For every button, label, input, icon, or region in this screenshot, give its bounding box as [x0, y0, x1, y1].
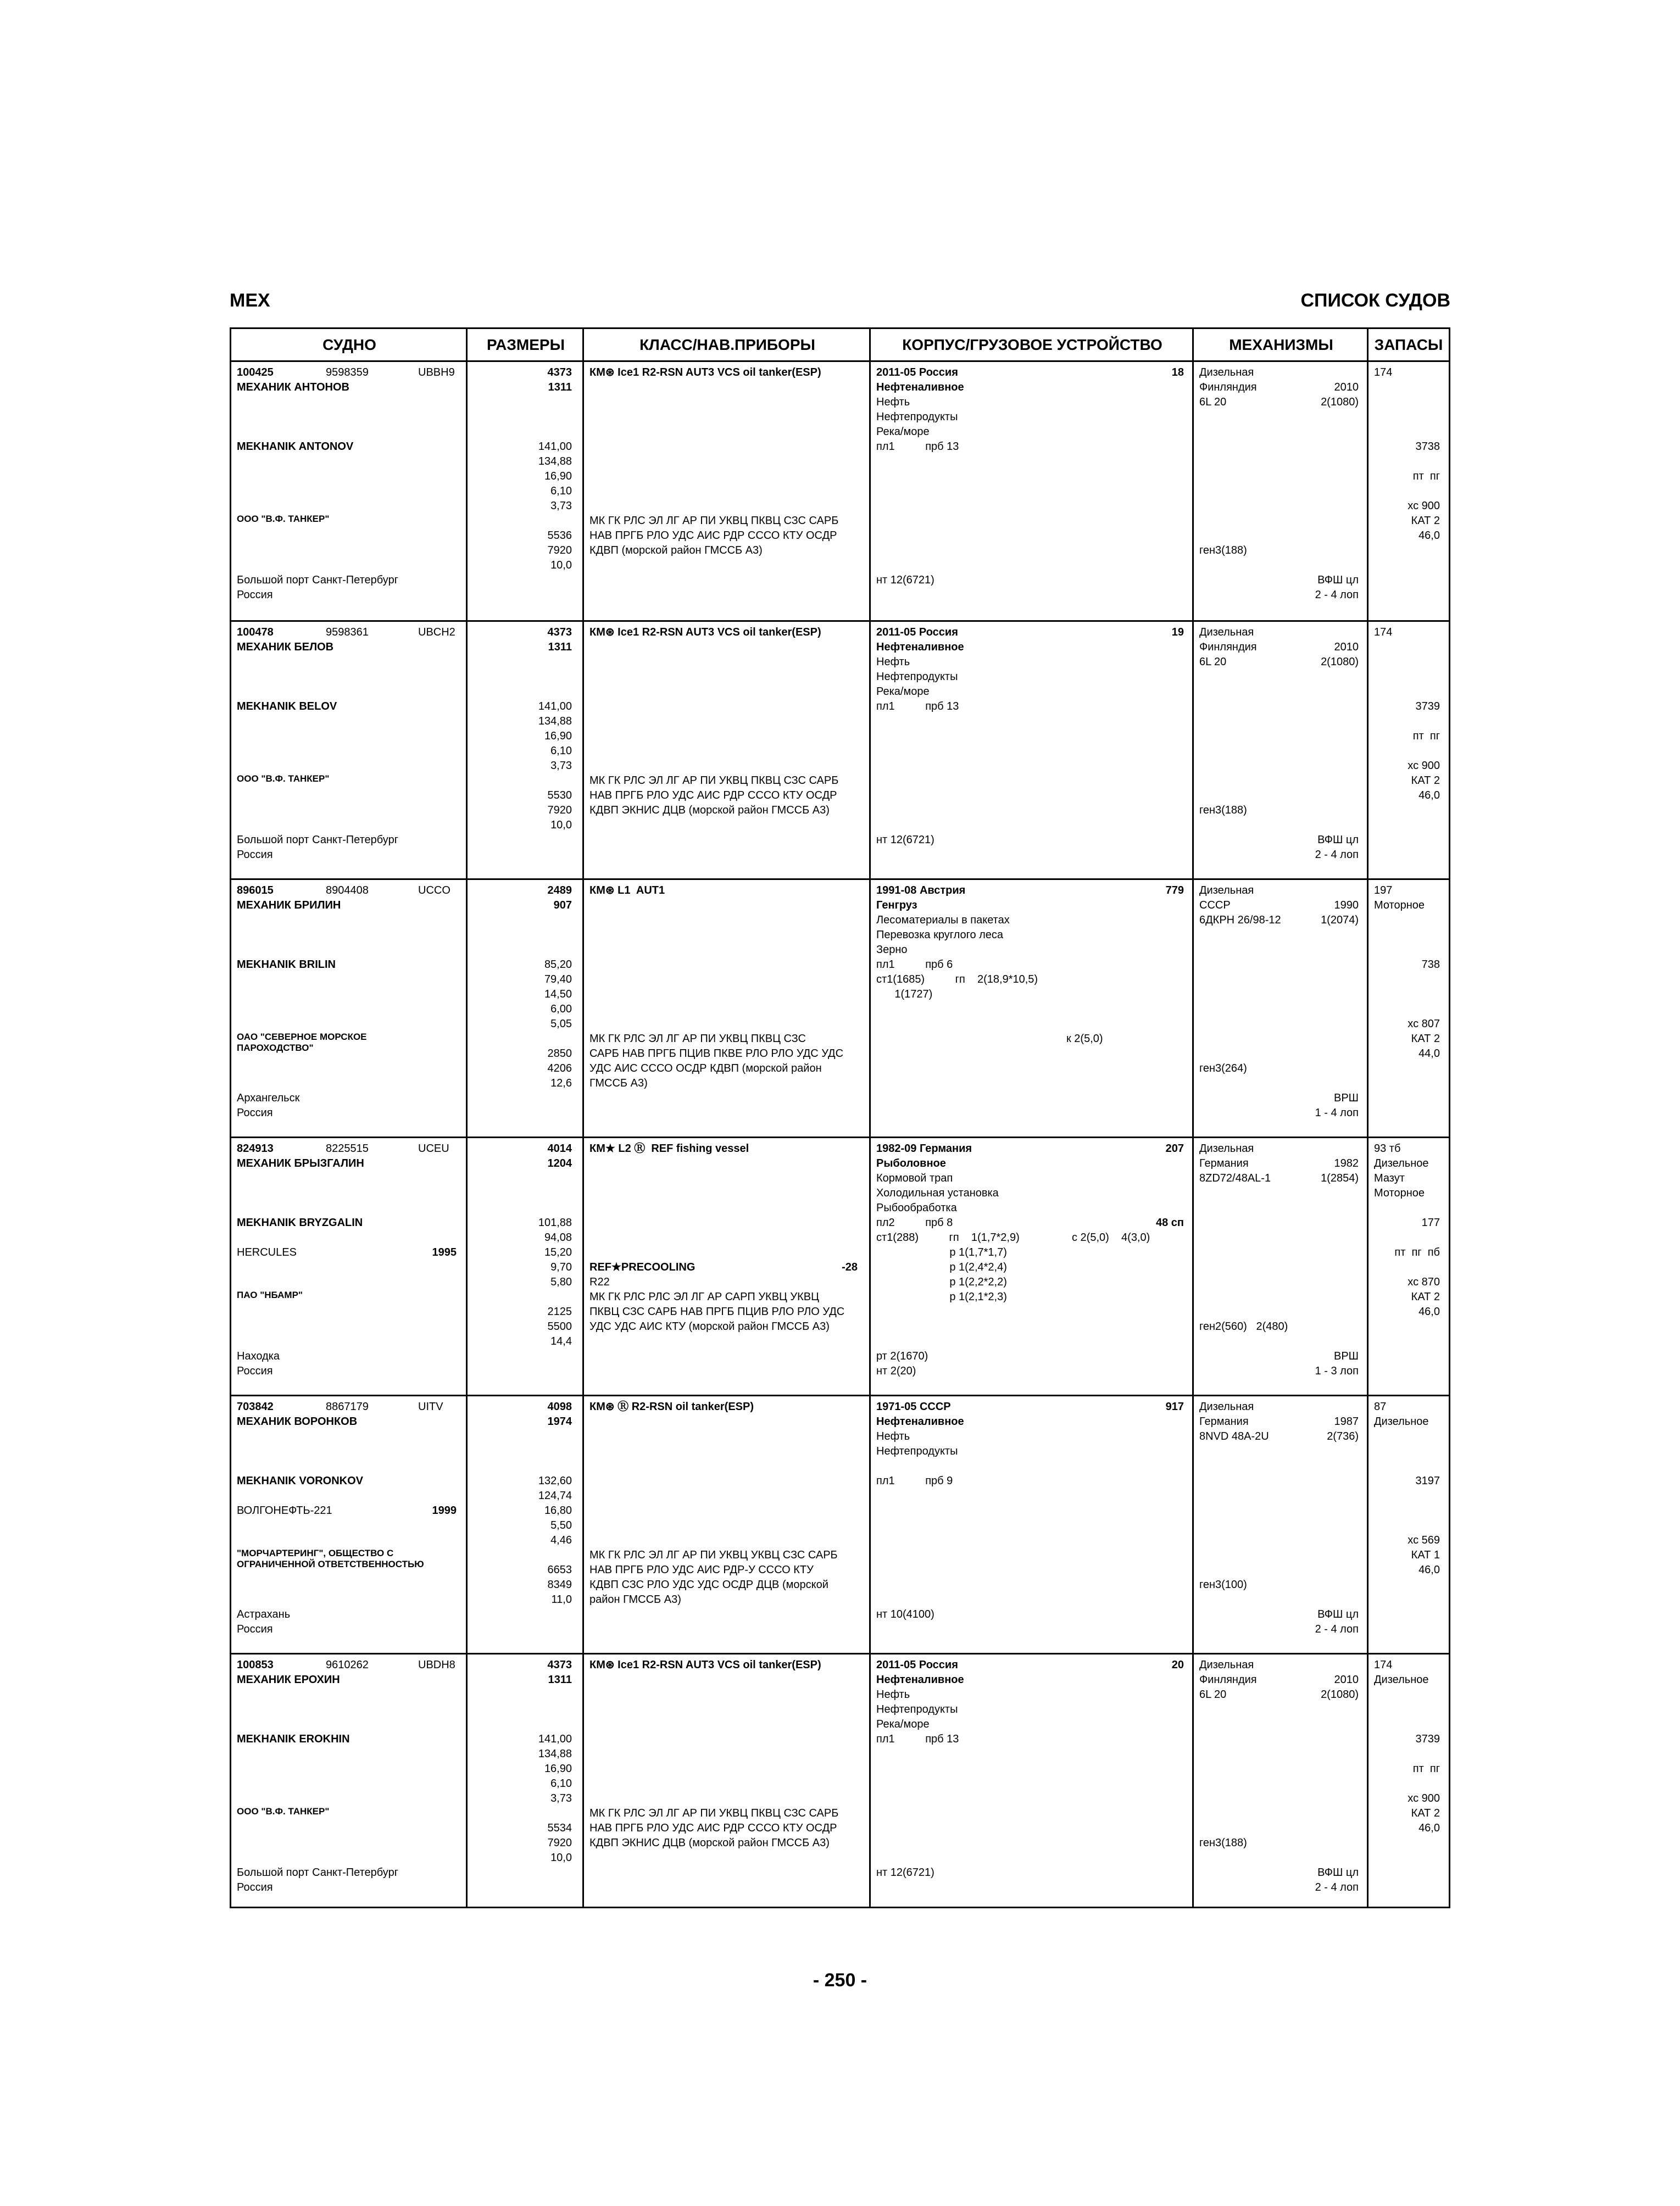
- imo-number: 8225515: [326, 1143, 369, 1155]
- supplies-range: 197: [1374, 884, 1393, 896]
- gross-tonnage: 4373: [547, 626, 572, 638]
- call-sign: UBDH8: [418, 1659, 455, 1671]
- ship-name-en: MEKHANIK VORONKOV: [237, 1475, 364, 1487]
- home-port: Большой порт Санкт-Петербург: [237, 834, 399, 846]
- deadweight: 2125 5500 14,4: [547, 1306, 572, 1347]
- engine-type: Дизельная: [1199, 366, 1254, 378]
- column-header-ship: СУДНО: [231, 329, 468, 362]
- gross-tonnage: 4373: [547, 366, 572, 378]
- engine-model: 6L 20: [1199, 396, 1227, 408]
- deadweight: 5534 7920 10,0: [547, 1822, 572, 1864]
- home-port: Большой порт Санкт-Петербург: [237, 574, 399, 586]
- cargo-types: Нефть Нефтепродукты Река/море: [876, 1689, 958, 1730]
- ship-record: [231, 362, 1449, 620]
- engine-year: 2010: [1334, 641, 1359, 653]
- fuel-types: Дизельное: [1374, 1416, 1429, 1428]
- gross-tonnage: 4373: [547, 1659, 572, 1671]
- fuel-types: Дизельное: [1374, 1674, 1429, 1686]
- former-name: ВОЛГОНЕФТЬ-221: [237, 1505, 332, 1517]
- build-year-country: 1991-08 Австрия: [876, 884, 966, 896]
- propeller: ВРШ: [1333, 1350, 1359, 1362]
- engine-year: 1990: [1334, 899, 1359, 911]
- tanks: нт 12(6721): [876, 834, 934, 846]
- yard-number: 917: [1165, 1401, 1184, 1413]
- propeller-blades: 2 - 4 лоп: [1315, 589, 1359, 601]
- owner: ООО "В.Ф. ТАНКЕР": [237, 514, 330, 524]
- engine-country: Финляндия: [1199, 641, 1257, 653]
- cargo-types: Нефть Нефтепродукты: [876, 1430, 958, 1457]
- engine-type: Дизельная: [1199, 1659, 1254, 1671]
- engine-power: 1(2074): [1321, 914, 1359, 926]
- ship-record: [231, 1653, 1449, 1911]
- build-year-country: 2011-05 Россия: [876, 1659, 958, 1671]
- propeller-blades: 1 - 3 лоп: [1315, 1365, 1359, 1377]
- supplies-range: 174: [1374, 1659, 1393, 1671]
- engine-country: Германия: [1199, 1416, 1249, 1428]
- ship-type: Нефтеналивное: [876, 1416, 964, 1428]
- home-port: Находка: [237, 1350, 280, 1362]
- owner: ООО "В.Ф. ТАНКЕР": [237, 773, 330, 784]
- generators: ген3(188): [1199, 804, 1247, 816]
- yard-number: 19: [1171, 626, 1184, 638]
- call-sign: UBCH2: [418, 626, 455, 638]
- engine-country: СССР: [1199, 899, 1231, 911]
- running-header-left: МЕХ: [230, 290, 270, 311]
- column-header-supplies: ЗАПАСЫ: [1369, 329, 1449, 362]
- imo-number: 9610262: [326, 1659, 369, 1671]
- column-header-machinery: МЕХАНИЗМЫ: [1194, 329, 1369, 362]
- yard-number: 779: [1165, 884, 1184, 896]
- tanks: нт 12(6721): [876, 574, 934, 586]
- engine-year: 1987: [1334, 1416, 1359, 1428]
- propeller: ВФШ цл: [1317, 1867, 1359, 1879]
- supplies-details: хс 569 КАТ 1 46,0: [1408, 1534, 1440, 1576]
- ship-name-en: MEKHANIK BRYZGALIN: [237, 1217, 363, 1229]
- crane-count: 48 сп: [1155, 1217, 1184, 1229]
- yard-number: 20: [1171, 1659, 1184, 1671]
- build-year-country: 2011-05 Россия: [876, 626, 958, 638]
- ship-name-ru: МЕХАНИК БРИЛИН: [237, 899, 341, 911]
- running-header-right: СПИСОК СУДОВ: [1300, 290, 1450, 311]
- class-extra-value: -28: [842, 1261, 858, 1273]
- build-year-country: 1982-09 Германия: [876, 1143, 972, 1155]
- engine-power: 2(1080): [1321, 656, 1359, 668]
- supplies-capacity: 3739: [1415, 700, 1440, 712]
- yard-number: 207: [1165, 1143, 1184, 1155]
- tanks-extra: нт 2(20): [876, 1365, 916, 1377]
- imo-number: 8867179: [326, 1401, 369, 1413]
- net-tonnage: 1204: [547, 1157, 572, 1169]
- propeller-blades: 2 - 4 лоп: [1315, 849, 1359, 861]
- tanks: рт 2(1670): [876, 1350, 928, 1362]
- flag-country: Россия: [237, 1881, 273, 1893]
- class-notation: КМ⊛ L1 AUT1: [589, 884, 665, 896]
- flag-country: Россия: [237, 589, 273, 601]
- ship-record: [231, 1137, 1449, 1395]
- decks-bulkheads: пл1 прб 13: [876, 1733, 959, 1745]
- ship-name-ru: МЕХАНИК АНТОНОВ: [237, 381, 349, 393]
- propeller-blades: 2 - 4 лоп: [1315, 1881, 1359, 1893]
- dimensions: 141,00 134,88 16,90 6,10 3,73: [538, 700, 572, 772]
- deadweight: 2850 4206 12,6: [547, 1048, 572, 1089]
- dimensions: 141,00 134,88 16,90 6,10 3,73: [538, 1733, 572, 1804]
- deadweight: 6653 8349 11,0: [547, 1564, 572, 1606]
- decks-bulkheads: пл1 прб 9: [876, 1475, 953, 1487]
- class-extra: REF★PRECOOLING: [589, 1261, 696, 1273]
- net-tonnage: 1974: [547, 1416, 572, 1428]
- engine-power: 1(2854): [1321, 1172, 1359, 1184]
- class-notation: КМ⊛ Ⓡ R2-RSN oil tanker(ESP): [589, 1401, 754, 1413]
- fuel-types: Моторное: [1374, 899, 1425, 911]
- supplies-details: хс 900 КАТ 2 46,0: [1408, 1792, 1440, 1834]
- decks-bulkheads: пл1 прб 13: [876, 441, 959, 453]
- class-notation: КМ⊛ Ice1 R2-RSN AUT3 VCS oil tanker(ESP): [589, 366, 821, 378]
- engine-country: Финляндия: [1199, 1674, 1257, 1686]
- home-port: Астрахань: [237, 1608, 291, 1620]
- class-notation: КМ⊛ Ice1 R2-RSN AUT3 VCS oil tanker(ESP): [589, 1659, 821, 1671]
- generators: ген2(560) 2(480): [1199, 1321, 1288, 1333]
- cargo-types: Нефть Нефтепродукты Река/море: [876, 656, 958, 698]
- former-name: HERCULES: [237, 1246, 297, 1258]
- ship-type: Рыболовное: [876, 1157, 946, 1169]
- tanks: нт 12(6721): [876, 1867, 934, 1879]
- supplies-details: хс 870 КАТ 2 46,0: [1408, 1276, 1440, 1318]
- nav-equipment: МК ГК РЛС ЭЛ ЛГ АР ПИ УКВЦ ПКВЦ СЗС САРБ НАВ ПРГБ РЛО УДС АИС РДР СССО КТУ ОСДР КДВП (морской район ГМССБ А3): [589, 515, 839, 556]
- ship-name-ru: МЕХАНИК ЕРОХИН: [237, 1674, 340, 1686]
- column-header-dimensions: РАЗМЕРЫ: [468, 329, 584, 362]
- holds-hatches: ст1(1685) гп 2(18,9*10,5) 1(1727): [876, 973, 1038, 1000]
- supplies-range: 87: [1374, 1401, 1387, 1413]
- nav-equipment: МК ГК РЛС ЭЛ ЛГ АР ПИ УКВЦ ПКВЦ СЗС САРБ НАВ ПРГБ ПЦИВ ПКВЕ РЛО РЛО УДС УДС УДС АИС СССО ОСДР КДВП (морской район ГМССБ А3): [589, 1033, 844, 1089]
- derricks: к 2(5,0): [1066, 1033, 1103, 1045]
- engine-year: 2010: [1334, 381, 1359, 393]
- engine-model: 6L 20: [1199, 656, 1227, 668]
- call-sign: UCCO: [418, 884, 450, 896]
- ship-record: [231, 620, 1449, 878]
- deadweight: 5530 7920 10,0: [547, 789, 572, 831]
- owner: ОАО "СЕВЕРНОЕ МОРСКОЕ ПАРОХОДСТВО": [237, 1032, 367, 1053]
- column-header-hull: КОРПУС/ГРУЗОВОЕ УСТРОЙСТВО: [871, 329, 1194, 362]
- nav-equipment: МК ГК РЛС ЭЛ ЛГ АР ПИ УКВЦ ПКВЦ СЗС САРБ НАВ ПРГБ РЛО УДС АИС РДР СССО КТУ ОСДР КДВП ЭКНИС ДЦВ (морской район ГМССБ А3): [589, 1807, 839, 1849]
- flag-country: Россия: [237, 1365, 273, 1377]
- owner: ООО "В.Ф. ТАНКЕР": [237, 1806, 330, 1817]
- cargo-types: Лесоматериалы в пакетах Перевозка круглого леса Зерно: [876, 914, 1010, 956]
- owner: ПАО "НБАМР": [237, 1290, 303, 1300]
- engine-country: Финляндия: [1199, 381, 1257, 393]
- generators: ген3(188): [1199, 544, 1247, 556]
- page-number: - 250 -: [813, 1970, 867, 1991]
- engine-year: 2010: [1334, 1674, 1359, 1686]
- propeller: ВФШ цл: [1317, 574, 1359, 586]
- engine-model: 8NVD 48A-2U: [1199, 1430, 1269, 1442]
- ship-register-table: [230, 327, 1450, 1908]
- class-extra-refrigerant: R22: [589, 1276, 610, 1288]
- ship-type: Нефтеналивное: [876, 641, 964, 653]
- propeller: ВФШ цл: [1317, 834, 1359, 846]
- build-year-country: 1971-05 СССР: [876, 1401, 951, 1413]
- supplies-capacity: 3739: [1415, 1733, 1440, 1745]
- gross-tonnage: 4098: [547, 1401, 572, 1413]
- propeller: ВРШ: [1333, 1092, 1359, 1104]
- propeller: ВФШ цл: [1317, 1608, 1359, 1620]
- supplies-equipment: пт пг: [1412, 730, 1440, 742]
- engine-type: Дизельная: [1199, 1401, 1254, 1413]
- call-sign: UBBH9: [418, 366, 455, 378]
- supplies-capacity: 177: [1421, 1217, 1440, 1229]
- engine-type: Дизельная: [1199, 626, 1254, 638]
- decks-bulkheads: пл1 прб 6: [876, 959, 953, 971]
- dimensions: 101,88 94,08 15,20 9,70 5,80: [538, 1217, 572, 1288]
- generators: ген3(100): [1199, 1579, 1247, 1591]
- build-year-country: 2011-05 Россия: [876, 366, 958, 378]
- decks-bulkheads: пл1 прб 13: [876, 700, 959, 712]
- supplies-equipment: пт пг: [1412, 470, 1440, 482]
- fuel-types: Дизельное Мазут Моторное: [1374, 1157, 1429, 1199]
- dimensions: 132,60 124,74 16,80 5,50 4,46: [538, 1475, 572, 1546]
- engine-model: 8ZD72/48AL-1: [1199, 1172, 1271, 1184]
- cranes: с 2(5,0) 4(3,0): [1072, 1232, 1150, 1244]
- registry-number: 896015: [237, 884, 274, 896]
- ship-record: [231, 1395, 1449, 1653]
- supplies-range: 93 тб: [1374, 1143, 1401, 1155]
- home-port: Большой порт Санкт-Петербург: [237, 1867, 399, 1879]
- registry-number: 100478: [237, 626, 274, 638]
- supplies-details: хс 807 КАТ 2 44,0: [1408, 1018, 1440, 1060]
- supplies-details: хс 900 КАТ 2 46,0: [1408, 500, 1440, 542]
- registry-number: 824913: [237, 1143, 274, 1155]
- deadweight: 5536 7920 10,0: [547, 530, 572, 571]
- decks-bulkheads: пл2 прб 8: [876, 1217, 953, 1229]
- net-tonnage: 1311: [548, 381, 572, 393]
- flag-country: Россия: [237, 1623, 273, 1635]
- ship-name-en: MEKHANIK ANTONOV: [237, 441, 354, 453]
- generators: ген3(188): [1199, 1837, 1247, 1849]
- tanks: нт 10(4100): [876, 1608, 934, 1620]
- class-notation: КМ★ L2 Ⓡ REF fishing vessel: [589, 1143, 749, 1155]
- supplies-range: 174: [1374, 366, 1393, 378]
- ship-record: [231, 878, 1449, 1137]
- engine-model: 6L 20: [1199, 1689, 1227, 1701]
- ship-name-ru: МЕХАНИК БЕЛОВ: [237, 641, 334, 653]
- dimensions: 85,20 79,40 14,50 6,00 5,05: [544, 959, 572, 1030]
- net-tonnage: 907: [553, 899, 572, 911]
- cargo-types: Нефть Нефтепродукты Река/море: [876, 396, 958, 438]
- ship-name-ru: МЕХАНИК ВОРОНКОВ: [237, 1416, 358, 1428]
- column-header-class: КЛАСС/НАВ.ПРИБОРЫ: [584, 329, 871, 362]
- supplies-capacity: 3197: [1415, 1475, 1440, 1487]
- holds-hatches: ст1(288) гп 1(1,7*2,9) р 1(1,7*1,7) р 1(2,4*2,4) р 1(2,2*2,2) р 1(2,1*2,3): [876, 1232, 1020, 1303]
- supplies-equipment: пт пг: [1412, 1763, 1440, 1775]
- engine-power: 2(1080): [1321, 1689, 1359, 1701]
- engine-power: 2(736): [1327, 1430, 1359, 1442]
- imo-number: 9598359: [326, 366, 369, 378]
- nav-equipment: МК ГК РЛС РЛС ЭЛ ЛГ АР САРП УКВЦ УКВЦ ПКВЦ СЗС САРБ НАВ ПРГБ ПЦИВ РЛО РЛО УДС УДС УДС АИС КТУ (морской район ГМССБ А3): [589, 1291, 845, 1333]
- ship-name-en: MEKHANIK BRILIN: [237, 959, 336, 971]
- registry-number: 703842: [237, 1401, 274, 1413]
- imo-number: 9598361: [326, 626, 369, 638]
- flag-country: Россия: [237, 849, 273, 861]
- cargo-types: Кормовой трап Холодильная установка Рыбообработка: [876, 1172, 999, 1214]
- supplies-capacity: 738: [1421, 959, 1440, 971]
- dimensions: 141,00 134,88 16,90 6,10 3,73: [538, 441, 572, 512]
- supplies-capacity: 3738: [1415, 441, 1440, 453]
- supplies-details: хс 900 КАТ 2 46,0: [1408, 760, 1440, 801]
- call-sign: UCEU: [418, 1143, 449, 1155]
- net-tonnage: 1311: [548, 641, 572, 653]
- home-port: Архангельск: [237, 1092, 300, 1104]
- generators: ген3(264): [1199, 1062, 1247, 1074]
- ship-type: Генгруз: [876, 899, 917, 911]
- former-name-year: 1995: [432, 1246, 457, 1258]
- gross-tonnage: 4014: [547, 1143, 572, 1155]
- supplies-equipment: пт пг пб: [1394, 1246, 1440, 1258]
- propeller-blades: 1 - 4 лоп: [1315, 1107, 1359, 1119]
- ship-name-en: MEKHANIK BELOV: [237, 700, 337, 712]
- class-notation: КМ⊛ Ice1 R2-RSN AUT3 VCS oil tanker(ESP): [589, 626, 821, 638]
- former-name-year: 1999: [432, 1505, 457, 1517]
- flag-country: Россия: [237, 1107, 273, 1119]
- engine-model: 6ДКРН 26/98-12: [1199, 914, 1281, 926]
- ship-type: Нефтеналивное: [876, 1674, 964, 1686]
- engine-power: 2(1080): [1321, 396, 1359, 408]
- call-sign: UITV: [418, 1401, 443, 1413]
- propeller-blades: 2 - 4 лоп: [1315, 1623, 1359, 1635]
- imo-number: 8904408: [326, 884, 369, 896]
- supplies-range: 174: [1374, 626, 1393, 638]
- ship-type: Нефтеналивное: [876, 381, 964, 393]
- registry-number: 100853: [237, 1659, 274, 1671]
- registry-number: 100425: [237, 366, 274, 378]
- gross-tonnage: 2489: [547, 884, 572, 896]
- engine-year: 1982: [1334, 1157, 1359, 1169]
- net-tonnage: 1311: [548, 1674, 572, 1686]
- nav-equipment: МК ГК РЛС ЭЛ ЛГ АР ПИ УКВЦ УКВЦ СЗС САРБ НАВ ПРГБ РЛО УДС АИС РДР-У СССО КТУ КДВП СЗС РЛО УДС УДС ОСДР ДЦВ (морской район ГМССБ А3): [589, 1549, 838, 1606]
- engine-type: Дизельная: [1199, 1143, 1254, 1155]
- engine-type: Дизельная: [1199, 884, 1254, 896]
- engine-country: Германия: [1199, 1157, 1249, 1169]
- owner: "МОРЧАРТЕРИНГ", ОБЩЕСТВО С ОГРАНИЧЕННОЙ ОТВЕТСТВЕННОСТЬЮ: [237, 1548, 424, 1569]
- yard-number: 18: [1171, 366, 1184, 378]
- nav-equipment: МК ГК РЛС ЭЛ ЛГ АР ПИ УКВЦ ПКВЦ СЗС САРБ НАВ ПРГБ РЛО УДС АИС РДР СССО КТУ ОСДР КДВП ЭКНИС ДЦВ (морской район ГМССБ А3): [589, 775, 839, 816]
- ship-name-ru: МЕХАНИК БРЫЗГАЛИН: [237, 1157, 364, 1169]
- ship-name-en: MEKHANIK EROKHIN: [237, 1733, 350, 1745]
